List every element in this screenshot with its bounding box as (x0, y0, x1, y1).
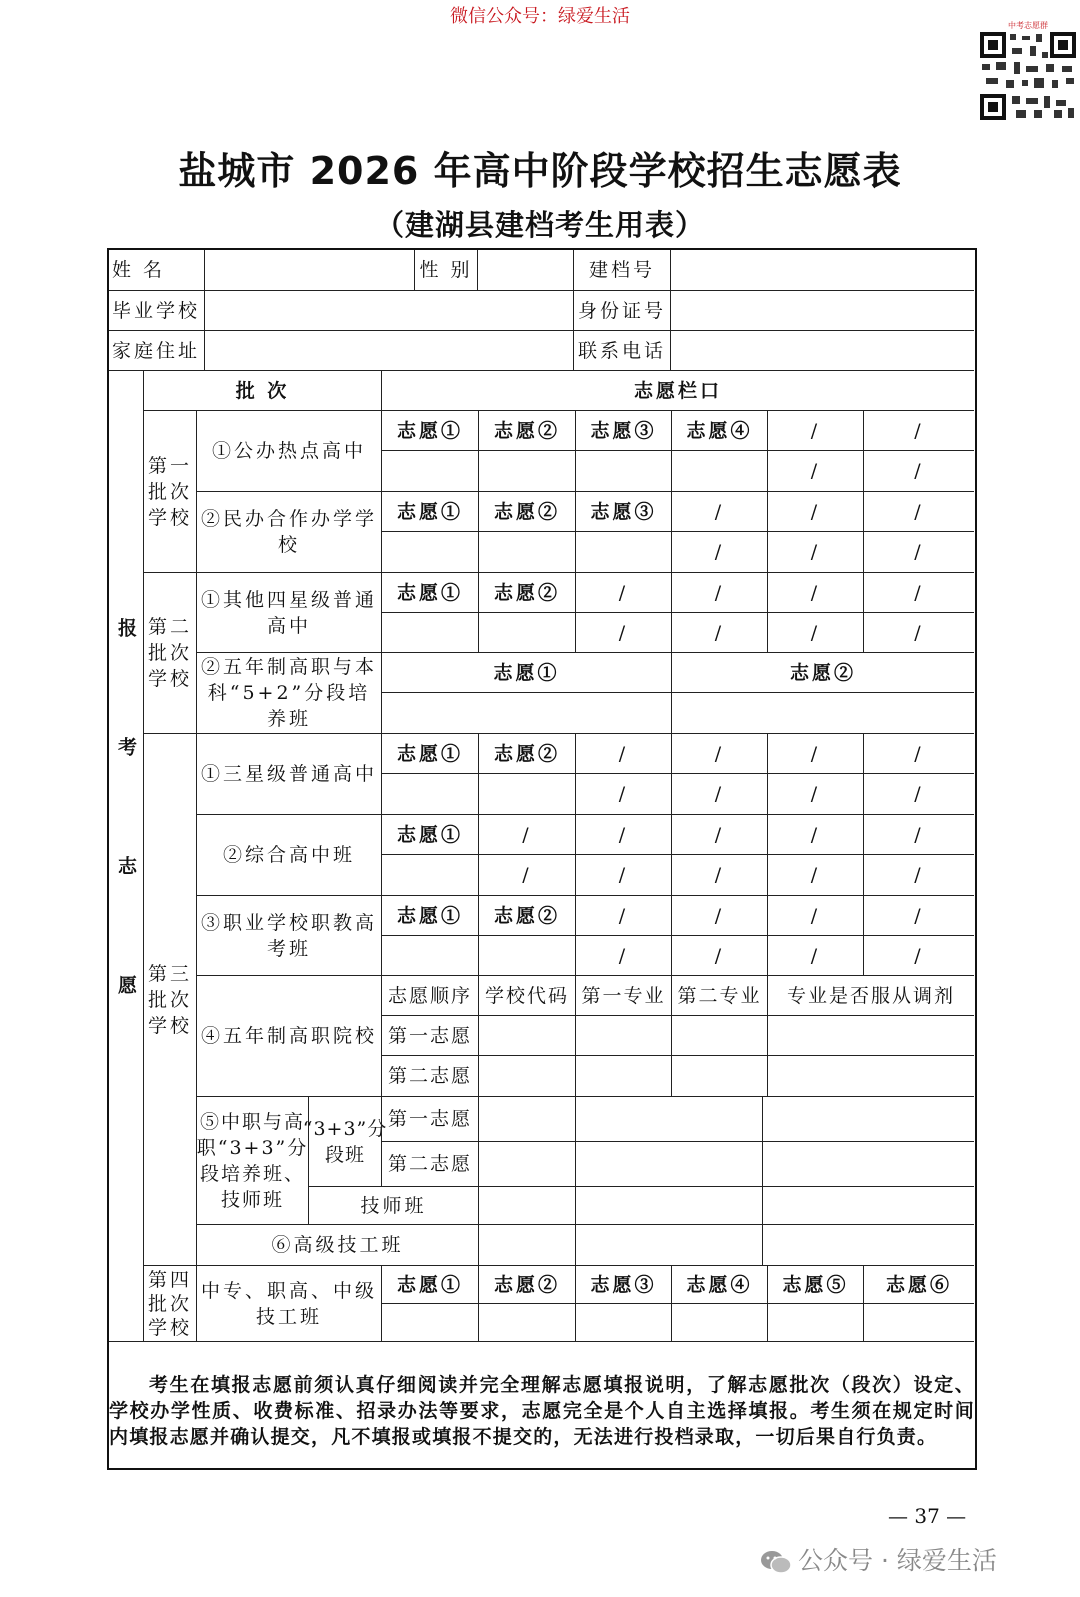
phone-label: 联系电话 (573, 330, 670, 370)
batch2-row1-slash3: / (575, 572, 671, 612)
batch2-row1-entry-slash6: / (863, 612, 974, 652)
batch3-row3-entry1[interactable] (381, 935, 478, 975)
batch3-row1-slash4: / (671, 733, 767, 773)
batch4-entry4[interactable] (671, 1303, 767, 1341)
three-plus-three-first-code[interactable] (478, 1096, 575, 1141)
vocational-second-code[interactable] (478, 1055, 575, 1096)
bottom-watermark-text: 公众号 · 绿爱生活 (798, 1546, 997, 1575)
batch1-row2-choice3[interactable]: 志愿③ (575, 491, 671, 531)
batch4-choice2[interactable]: 志愿② (478, 1265, 575, 1303)
application-form-table (107, 248, 977, 1470)
batch2-row1-slash4: / (671, 572, 767, 612)
batch3-row1-label: ①三星级普通高中 (196, 733, 381, 814)
vocational-second-adjust[interactable] (767, 1055, 974, 1096)
vocational-major1-header: 第一专业 (575, 975, 671, 1015)
file-number-label: 建档号 (573, 250, 670, 290)
vocational-adjust-header: 专业是否服从调剂 (767, 975, 974, 1015)
batch4-entry6[interactable] (863, 1303, 974, 1341)
batch1-row1-choice2[interactable]: 志愿② (478, 410, 575, 450)
batch3-row2-slash4: / (671, 814, 767, 854)
batch3-row2-entry-slash6: / (863, 854, 974, 895)
batch-header: 批 次 (143, 370, 381, 410)
batch3-row2-label: ②综合高中班 (196, 814, 381, 895)
batch2-row2-choice2[interactable]: 志愿② (671, 652, 974, 692)
id-number-field[interactable] (670, 290, 974, 330)
technician-class-major[interactable] (575, 1186, 762, 1224)
batch1-row1-choice4[interactable]: 志愿④ (671, 410, 767, 450)
batch4-choice6[interactable]: 志愿⑥ (863, 1265, 974, 1303)
batch3-row3-entry-slash6: / (863, 935, 974, 975)
form-subtitle: （建湖县建档考生用表） (374, 208, 705, 242)
batch1-row2-slash5: / (767, 491, 863, 531)
vocational-major2-header: 第二专业 (671, 975, 767, 1015)
batch4-row1-label: 中专、职高、中级技工班 (196, 1265, 381, 1341)
batch1-row1-entry-slash6: / (863, 450, 974, 491)
advanced-technician-code[interactable] (478, 1224, 575, 1265)
three-plus-three-first-extra[interactable] (762, 1096, 974, 1141)
batch3-row3-slash5: / (767, 895, 863, 935)
batch3-row2-slash3: / (575, 814, 671, 854)
wechat-icon (760, 1550, 792, 1574)
batch2-label: 第二批次学校 (143, 572, 196, 733)
three-plus-three-first-major[interactable] (575, 1096, 762, 1141)
batch3-row2-slash2: / (478, 814, 575, 854)
school-field[interactable] (204, 290, 573, 330)
batch2-row1-label: ①其他四星级普通高中 (196, 572, 381, 652)
batch2-row1-entry2[interactable] (478, 612, 575, 652)
batch3-row2-choice1[interactable]: 志愿① (381, 814, 478, 854)
batch3-row3-slash3: / (575, 895, 671, 935)
batch4-entry3[interactable] (575, 1303, 671, 1341)
batch2-row1-choice1[interactable]: 志愿① (381, 572, 478, 612)
batch4-label: 第四批次学校 (143, 1265, 196, 1341)
batch3-row4-label: ④五年制高职院校 (196, 975, 381, 1096)
batch3-row1-entry2[interactable] (478, 773, 575, 814)
three-plus-three-second-major[interactable] (575, 1141, 762, 1186)
batch2-row1-slash5: / (767, 572, 863, 612)
vocational-second-choice: 第二志愿 (381, 1055, 478, 1096)
batch1-row2-slash6: / (863, 491, 974, 531)
page-number: — 37 — (888, 1504, 967, 1528)
batch3-row3-slash4: / (671, 895, 767, 935)
technician-class-label: 技师班 (308, 1186, 478, 1224)
batch1-row1-entry3[interactable] (575, 450, 671, 491)
three-plus-three-second-code[interactable] (478, 1141, 575, 1186)
batch1-row1-entry2[interactable] (478, 450, 575, 491)
advanced-technician-major[interactable] (575, 1224, 762, 1265)
batch3-row3-choice1[interactable]: 志愿① (381, 895, 478, 935)
batch3-row1-slash3: / (575, 733, 671, 773)
batch2-row1-entry-slash5: / (767, 612, 863, 652)
instructions-note: 考生在填报志愿前须认真仔细阅读并完全理解志愿填报说明，了解志愿批次（段次）设定、学校办学性质、收费标准、招录办法等要求，志愿完全是个人自主选择填报。考生须在规定时间内填报志愿并确认提交，凡不填报或填报不提交的，无法进行投档录取，一切后果自行负责。 (109, 1374, 975, 1448)
batch1-row1-entry4[interactable] (671, 450, 767, 491)
vocational-order-header: 志愿顺序 (381, 975, 478, 1015)
school-label: 毕业学校 (109, 290, 204, 330)
batch3-row2-entry-slash2: / (478, 854, 575, 895)
bottom-watermark (760, 1541, 997, 1577)
phone-field[interactable] (670, 330, 974, 370)
vocational-first-code[interactable] (478, 1015, 575, 1055)
vocational-first-choice: 第一志愿 (381, 1015, 478, 1055)
batch1-row2-entry-slash6: / (863, 531, 974, 572)
batch1-row2-entry1[interactable] (381, 531, 478, 572)
batch1-row2-choice2[interactable]: 志愿② (478, 491, 575, 531)
advanced-technician-extra[interactable] (762, 1224, 974, 1265)
batch2-row1-entry-slash4: / (671, 612, 767, 652)
vocational-second-major2[interactable] (671, 1055, 767, 1096)
name-label: 姓 名 (112, 259, 166, 281)
batch1-row1-choice3[interactable]: 志愿③ (575, 410, 671, 450)
batch4-choice1[interactable]: 志愿① (381, 1265, 478, 1303)
batch1-label: 第一批次学校 (143, 410, 196, 572)
batch2-row1-entry1[interactable] (381, 612, 478, 652)
batch1-row2-label: ②民办合作办学学校 (196, 491, 381, 572)
batch3-label: 第三批次学校 (143, 733, 196, 1265)
batch1-row1-label: ①公办热点高中 (196, 410, 381, 491)
batch1-row2-entry-slash5: / (767, 531, 863, 572)
qr-label: 中考志愿群 (1008, 21, 1048, 30)
vocational-first-major1[interactable] (575, 1015, 671, 1055)
batch3-row1-slash6: / (863, 733, 974, 773)
batch2-row1-choice2[interactable]: 志愿② (478, 572, 575, 612)
batch2-row2-choice1[interactable]: 志愿① (381, 652, 671, 692)
batch3-row3-label: ③职业学校职教高考班 (196, 895, 381, 975)
qr-code (978, 18, 1078, 122)
three-plus-three-first-label: 第一志愿 (381, 1096, 478, 1141)
vocational-second-major1[interactable] (575, 1055, 671, 1096)
batch1-row1-entry1[interactable] (381, 450, 478, 491)
batch3-row1-entry1[interactable] (381, 773, 478, 814)
file-number-field[interactable] (670, 250, 974, 290)
batch3-row5-label: ⑤中职与高职“3+3”分段培养班、技师班 (196, 1096, 308, 1224)
batch3-row3-entry-slash3: / (575, 935, 671, 975)
batch3-row1-entry-slash6: / (863, 773, 974, 814)
note-divider (109, 1341, 974, 1342)
batch1-row1-slash6: / (863, 410, 974, 450)
batch3-row2-slash6: / (863, 814, 974, 854)
vocational-first-adjust[interactable] (767, 1015, 974, 1055)
gender-field[interactable] (477, 250, 573, 290)
id-number-label: 身份证号 (573, 290, 670, 330)
batch1-row2-entry-slash4: / (671, 531, 767, 572)
batch4-entry5[interactable] (767, 1303, 863, 1341)
batch3-row3-slash6: / (863, 895, 974, 935)
batch3-row2-entry-slash5: / (767, 854, 863, 895)
batch3-row1-slash5: / (767, 733, 863, 773)
batch4-choice4[interactable]: 志愿④ (671, 1265, 767, 1303)
batch3-row1-entry-slash3: / (575, 773, 671, 814)
batch3-row3-entry-slash4: / (671, 935, 767, 975)
section-vertical-label: 报考志愿 (109, 370, 143, 1341)
technician-class-extra[interactable] (762, 1186, 974, 1224)
batch2-row2-entry2[interactable] (671, 692, 974, 733)
batch1-row1-slash5: / (767, 410, 863, 450)
form-title: 盐城市 2026 年高中阶段学校招生志愿表 (178, 149, 902, 193)
batch3-row2-entry-slash3: / (575, 854, 671, 895)
three-plus-three-label: “3+3”分段班 (308, 1096, 381, 1186)
batch3-row3-choice2[interactable]: 志愿② (478, 895, 575, 935)
batch2-row1-slash6: / (863, 572, 974, 612)
batch3-row2-slash5: / (767, 814, 863, 854)
batch1-row1-choice1[interactable]: 志愿① (381, 410, 478, 450)
top-watermark: 微信公众号：绿爱生活 (450, 6, 630, 27)
gender-label: 性 别 (414, 250, 477, 290)
technician-class-code[interactable] (478, 1186, 575, 1224)
batch1-row2-entry3[interactable] (575, 531, 671, 572)
batch3-row6-label: ⑥高级技工班 (196, 1224, 478, 1265)
batch3-row3-entry-slash5: / (767, 935, 863, 975)
batch2-row2-label: ②五年制高职与本科“5+2”分段培养班 (196, 652, 381, 733)
three-plus-three-second-label: 第二志愿 (381, 1141, 478, 1186)
name-field[interactable] (204, 250, 414, 290)
address-label: 家庭住址 (109, 330, 204, 370)
three-plus-three-second-extra[interactable] (762, 1141, 974, 1186)
batch3-row2-entry-slash4: / (671, 854, 767, 895)
batch4-entry1[interactable] (381, 1303, 478, 1341)
batch3-row3-entry2[interactable] (478, 935, 575, 975)
batch1-row1-entry-slash5: / (767, 450, 863, 491)
batch3-row1-entry-slash5: / (767, 773, 863, 814)
batch4-entry2[interactable] (478, 1303, 575, 1341)
vocational-first-major2[interactable] (671, 1015, 767, 1055)
vocational-code-header: 学校代码 (478, 975, 575, 1015)
batch1-row2-slash4: / (671, 491, 767, 531)
batch1-row2-entry2[interactable] (478, 531, 575, 572)
address-field[interactable] (204, 330, 573, 370)
batch4-choice3[interactable]: 志愿③ (575, 1265, 671, 1303)
batch2-row2-entry1[interactable] (381, 692, 671, 733)
batch3-row1-choice1[interactable]: 志愿① (381, 733, 478, 773)
batch4-choice5[interactable]: 志愿⑤ (767, 1265, 863, 1303)
batch3-row2-entry1[interactable] (381, 854, 478, 895)
choice-header: 志愿栏口 (381, 370, 974, 410)
batch2-row1-entry-slash3: / (575, 612, 671, 652)
batch3-row1-entry-slash4: / (671, 773, 767, 814)
batch1-row2-choice1[interactable]: 志愿① (381, 491, 478, 531)
batch3-row1-choice2[interactable]: 志愿② (478, 733, 575, 773)
